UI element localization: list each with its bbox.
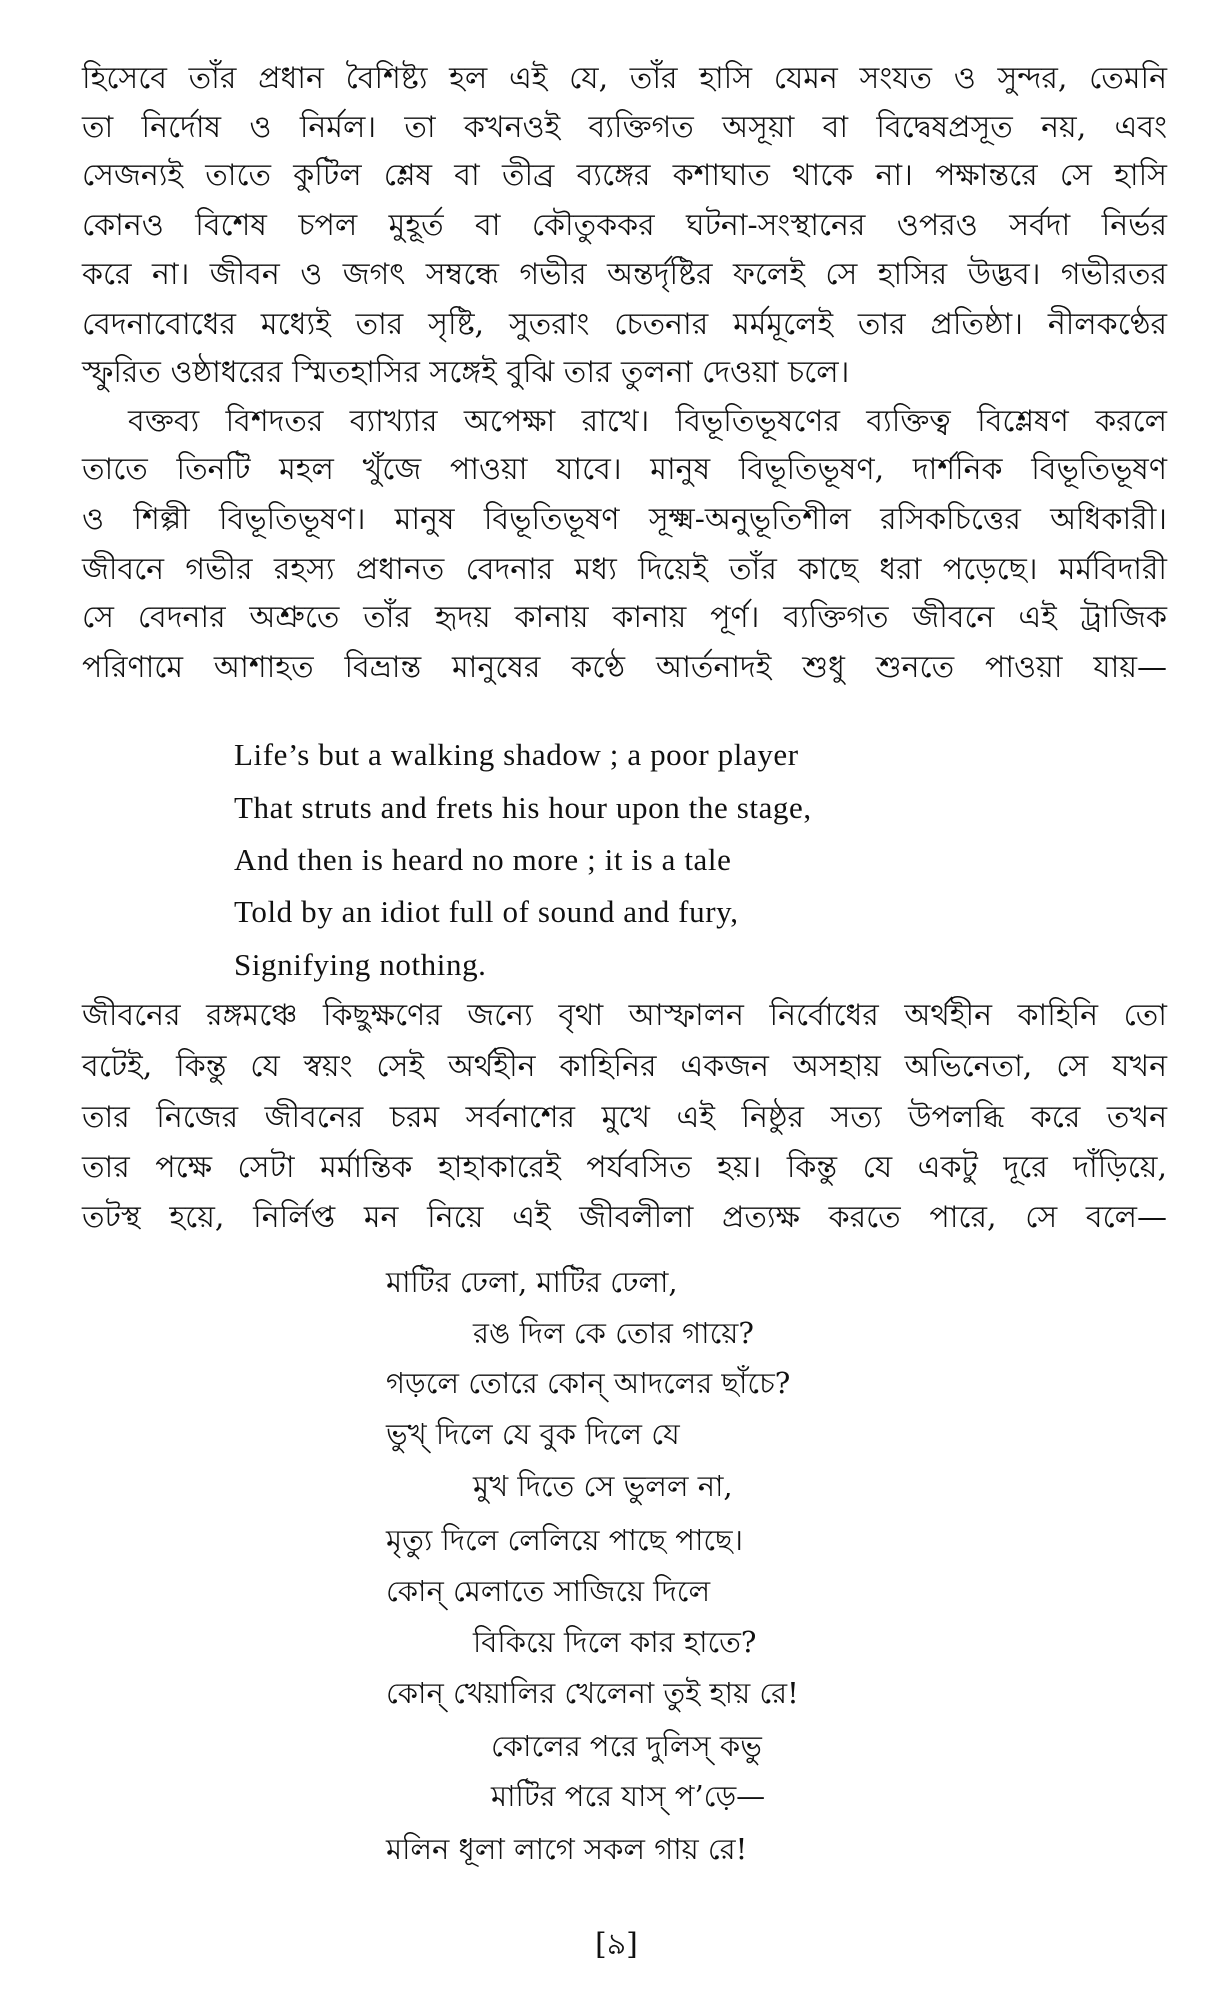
text-line: বেদনাবোধের মধ্যেই তার সৃষ্টি, সুতরাং চেতনার মর্মমূলেই তার প্রতিষ্ঠা। নীলকণ্ঠের: [82, 307, 1167, 342]
text-line: করে না। জীবন ও জগৎ সম্বন্ধে গভীর অন্তর্দৃষ্টির ফলেই সে হাসির উদ্ভব। গভীরতর: [82, 257, 1167, 292]
page-number: [৯]: [595, 1927, 638, 1962]
text-line: সে বেদনার অশ্রুতে তাঁর হৃদয় কানায় কানায় পূর্ণ। ব্যক্তিগত জীবনে এই ট্রাজিক: [82, 600, 1167, 635]
poem-line: মাটির পরে যাস্ প’ড়ে—: [491, 1779, 766, 1813]
poem-line: মৃত্যু দিলে লেলিয়ে পাছে পাছে।: [386, 1523, 743, 1557]
poem-line: মুখ দিতে সে ভুলল না,: [473, 1469, 733, 1503]
quote-line: And then is heard no more ; it is a tale: [234, 842, 732, 877]
text-line: জীবনের রঙ্গমঞ্চে কিছুক্ষণের জন্যে বৃথা আস্ফালন নির্বোধের অর্থহীন কাহিনি তো: [82, 998, 1167, 1033]
poem-line: কোন্ মেলাতে সাজিয়ে দিলে: [386, 1574, 711, 1608]
poem-line: কোলের পরে দুলিস্ কভু: [491, 1729, 762, 1763]
poem-line: গড়লে তোরে কোন্ আদলের ছাঁচে?: [386, 1366, 791, 1400]
text-line: হিসেবে তাঁর প্রধান বৈশিষ্ট্য হল এই যে, তাঁর হাসি যেমন সংযত ও সুন্দর, তেমনি: [82, 61, 1167, 96]
text-line: সেজন্যই তাতে কুটিল শ্লেষ বা তীব্র ব্যঙ্গের কশাঘাত থাকে না। পক্ষান্তরে সে হাসি: [82, 158, 1167, 193]
poem-line: মাটির ঢেলা, মাটির ঢেলা,: [386, 1265, 678, 1299]
text-line: তা নির্দোষ ও নির্মল। তা কখনওই ব্যক্তিগত অসূয়া বা বিদ্বেষপ্রসূত নয়, এবং: [82, 110, 1167, 145]
quote-line: That struts and frets his hour upon the stage,: [234, 790, 812, 825]
text-line: পরিণামে আশাহত বিভ্রান্ত মানুষের কণ্ঠে আর্তনাদই শুধু শুনতে পাওয়া যায়—: [82, 650, 1167, 685]
poem-line: ভুখ্ দিলে যে বুক দিলে যে: [386, 1417, 680, 1451]
text-line: বক্তব্য বিশদতর ব্যাখ্যার অপেক্ষা রাখে। বিভূতিভূষণের ব্যক্তিত্ব বিশ্লেষণ করলে: [128, 404, 1167, 439]
text-line: ও শিল্পী বিভূতিভূষণ। মানুষ বিভূতিভূষণ সূক্ষ্ম-অনুভূতিশীল রসিকচিত্তের অধিকারী।: [82, 502, 1167, 537]
text-line: তটস্থ হয়ে, নির্লিপ্ত মন নিয়ে এই জীবলীলা প্রত্যক্ষ করতে পারে, সে বলে—: [82, 1200, 1167, 1235]
quote-line: Signifying nothing.: [234, 947, 487, 982]
text-line: কোনও বিশেষ চপল মুহূর্ত বা কৌতুককর ঘটনা-সংস্থানের ওপরও সর্বদা নির্ভর: [82, 208, 1167, 243]
poem-line: রঙ দিল কে তোর গায়ে?: [473, 1316, 754, 1350]
text-line: তার পক্ষে সেটা মর্মান্তিক হাহাকারেই পর্যবসিত হয়। কিন্তু যে একটু দূরে দাঁড়িয়ে,: [82, 1150, 1167, 1185]
quote-line: Told by an idiot full of sound and fury,: [234, 894, 739, 929]
text-line: জীবনে গভীর রহস্য প্রধানত বেদনার মধ্য দিয়েই তাঁর কাছে ধরা পড়েছে। মর্মবিদারী: [82, 552, 1167, 587]
poem-line: বিকিয়ে দিলে কার হাতে?: [473, 1625, 757, 1659]
text-line: বটেই, কিন্তু যে স্বয়ং সেই অর্থহীন কাহিনির একজন অসহায় অভিনেতা, সে যখন: [82, 1049, 1167, 1084]
poem-line: মলিন ধূলা লাগে সকল গায় রে!: [386, 1832, 748, 1866]
text-line: স্ফুরিত ওষ্ঠাধরের স্মিতহাসির সঙ্গেই বুঝি তার তুলনা দেওয়া চলে।: [82, 355, 850, 390]
text-line: তাতে তিনটি মহল খুঁজে পাওয়া যাবে। মানুষ বিভূতিভূষণ, দার্শনিক বিভূতিভূষণ: [82, 452, 1167, 487]
text-line: তার নিজের জীবনের চরম সর্বনাশের মুখে এই নিষ্ঠুর সত্য উপলব্ধি করে তখন: [82, 1100, 1167, 1135]
quote-line: Life’s but a walking shadow ; a poor player: [234, 737, 799, 772]
poem-line: কোন্ খেয়ালির খেলেনা তুই হায় রে!: [386, 1676, 799, 1710]
